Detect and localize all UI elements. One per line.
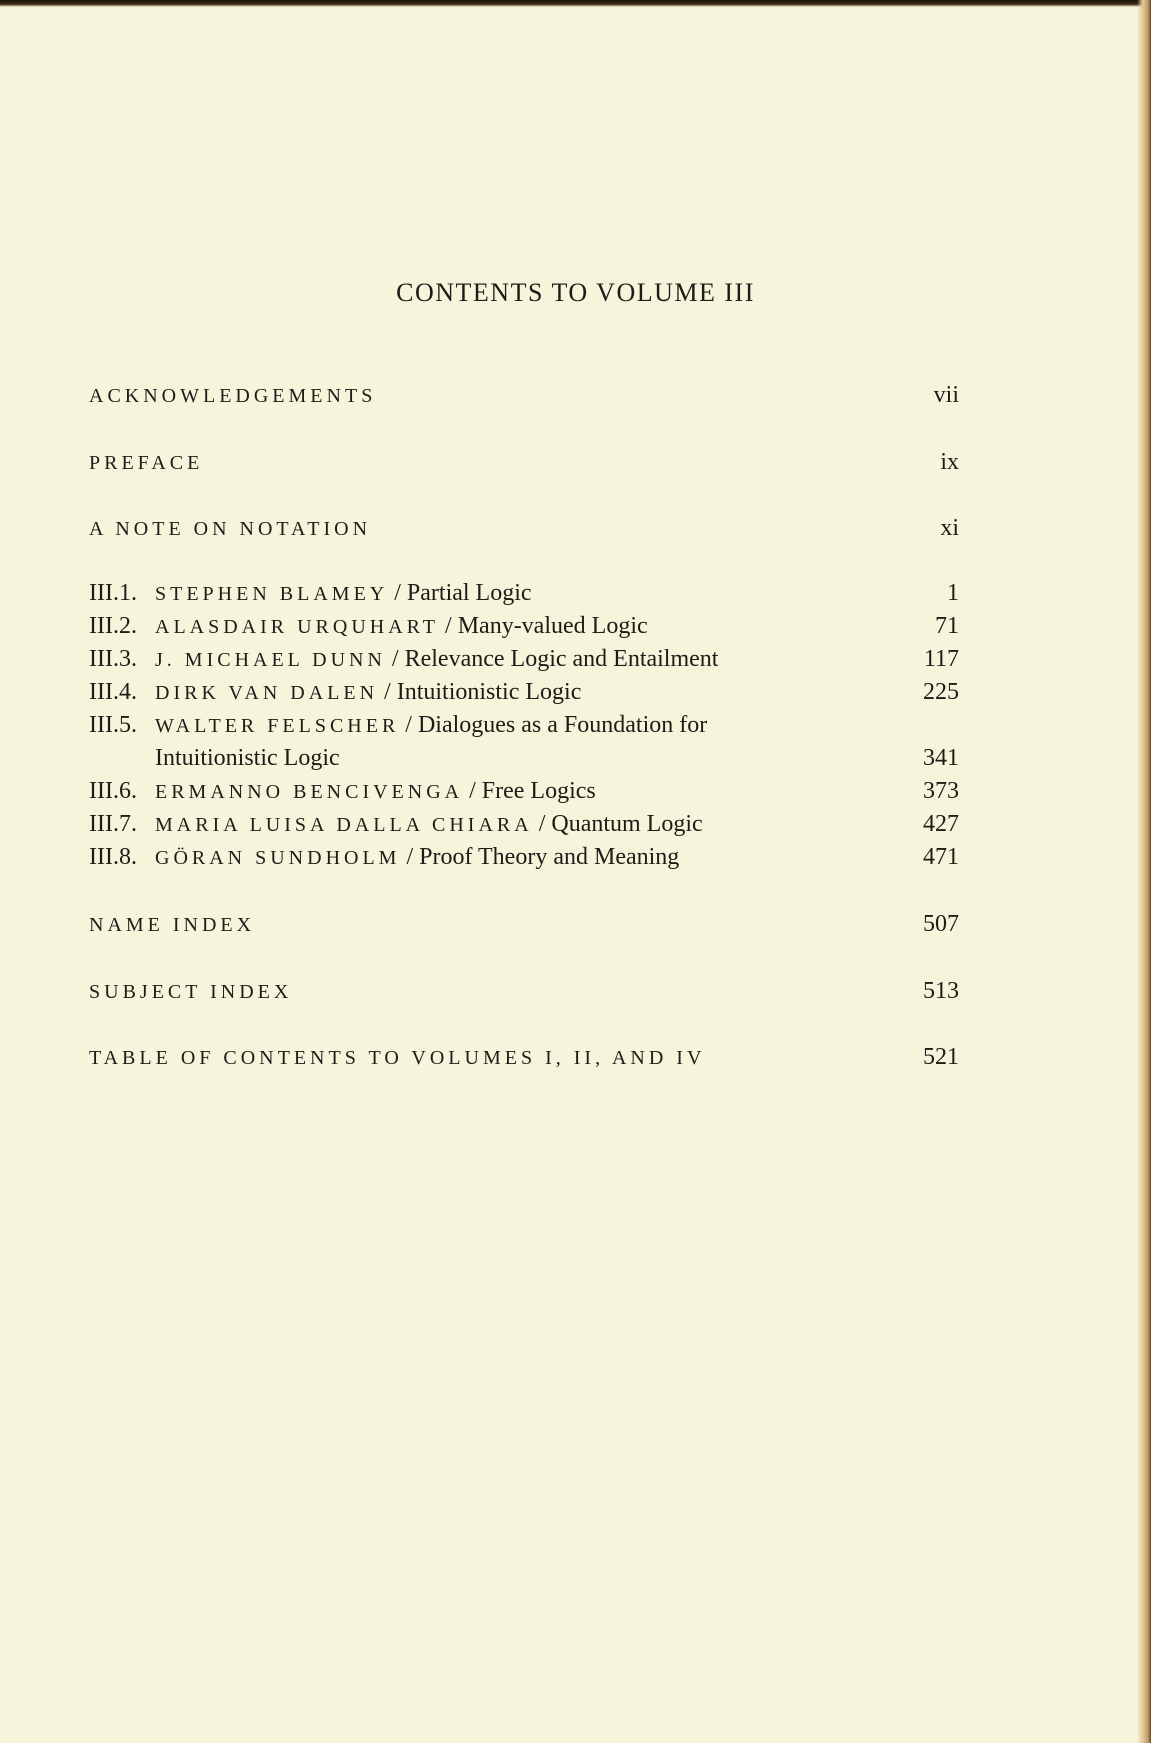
chapter-number: III.1. [89,580,137,606]
toc-page-number: 71 [935,613,959,639]
chapter-number: III.5. [89,712,137,738]
chapter-title-continued: Intuitionistic Logic [155,745,340,771]
toc-chapter-iii-3 [89,643,959,677]
toc-chapter-iii-5-continued [89,742,959,775]
chapter-title: / Proof Theory and Meaning [406,844,680,870]
toc-page-number: vii [933,382,959,408]
toc-entry-label: A NOTE ON NOTATION [89,518,372,540]
toc-chapter-iii-7 [89,808,959,842]
toc-chapter-iii-6 [89,775,959,809]
toc-page-number: 427 [923,811,959,837]
page-top-edge [0,0,1151,7]
chapter-title: / Dialogues as a Foundation for [405,712,708,738]
toc-page-number: 341 [923,745,959,771]
toc-page-number: 507 [923,911,959,937]
chapter-author: STEPHEN BLAMEY [155,583,389,605]
toc-page-number: 521 [923,1044,959,1070]
page-right-edge [1137,0,1151,1743]
toc-chapter-iii-2 [89,610,959,644]
toc-entry-acknowledgements [89,379,959,413]
toc-page-number: ix [940,449,959,475]
chapter-title: / Many-valued Logic [445,613,648,639]
toc-entry-label: NAME INDEX [89,914,256,936]
chapter-number: III.3. [89,646,137,672]
toc-page-number: xi [940,515,959,541]
toc-page-number: 513 [923,978,959,1004]
chapter-title: / Intuitionistic Logic [384,679,582,705]
chapter-title: / Partial Logic [394,580,532,606]
chapter-number: III.6. [89,778,137,804]
chapter-author: MARIA LUISA DALLA CHIARA [155,814,533,836]
chapter-number: III.4. [89,679,137,705]
toc-entry-other-volumes [89,1041,959,1075]
toc-entry-note-on-notation [89,512,959,546]
toc-chapter-iii-4 [89,676,959,710]
chapter-number: III.2. [89,613,137,639]
toc-page-number: 225 [923,679,959,705]
toc-page-number: 373 [923,778,959,804]
chapter-author: J. MICHAEL DUNN [155,649,386,671]
chapter-number: III.7. [89,811,137,837]
toc-entry-subject-index [89,975,959,1009]
chapter-title: / Relevance Logic and Entailment [391,646,719,672]
toc-entry-preface [89,446,959,480]
chapter-author: ALASDAIR URQUHART [155,616,440,638]
toc-entry-label: PREFACE [89,452,204,474]
chapter-author: WALTER FELSCHER [155,715,400,737]
toc-page-number: 117 [923,646,959,672]
toc-page-number: 471 [923,844,959,870]
toc-entry-name-index [89,908,959,942]
toc-chapter-iii-8 [89,841,959,875]
toc-entry-label: ACKNOWLEDGEMENTS [89,385,377,407]
toc-chapter-iii-1 [89,577,959,611]
toc-page-number: 1 [947,580,959,606]
toc-entry-label: SUBJECT INDEX [89,981,293,1003]
toc-chapter-iii-5 [89,709,959,743]
chapter-author: ERMANNO BENCIVENGA [155,781,464,803]
toc-entry-label: TABLE OF CONTENTS TO VOLUMES I, II, AND IV [89,1047,706,1069]
page-title: CONTENTS TO VOLUME III [396,278,755,307]
chapter-author: GÖRAN SUNDHOLM [155,847,401,869]
chapter-author: DIRK VAN DALEN [155,682,379,704]
chapter-title: / Quantum Logic [538,811,703,837]
chapter-number: III.8. [89,844,137,870]
chapter-title: / Free Logics [469,778,596,804]
